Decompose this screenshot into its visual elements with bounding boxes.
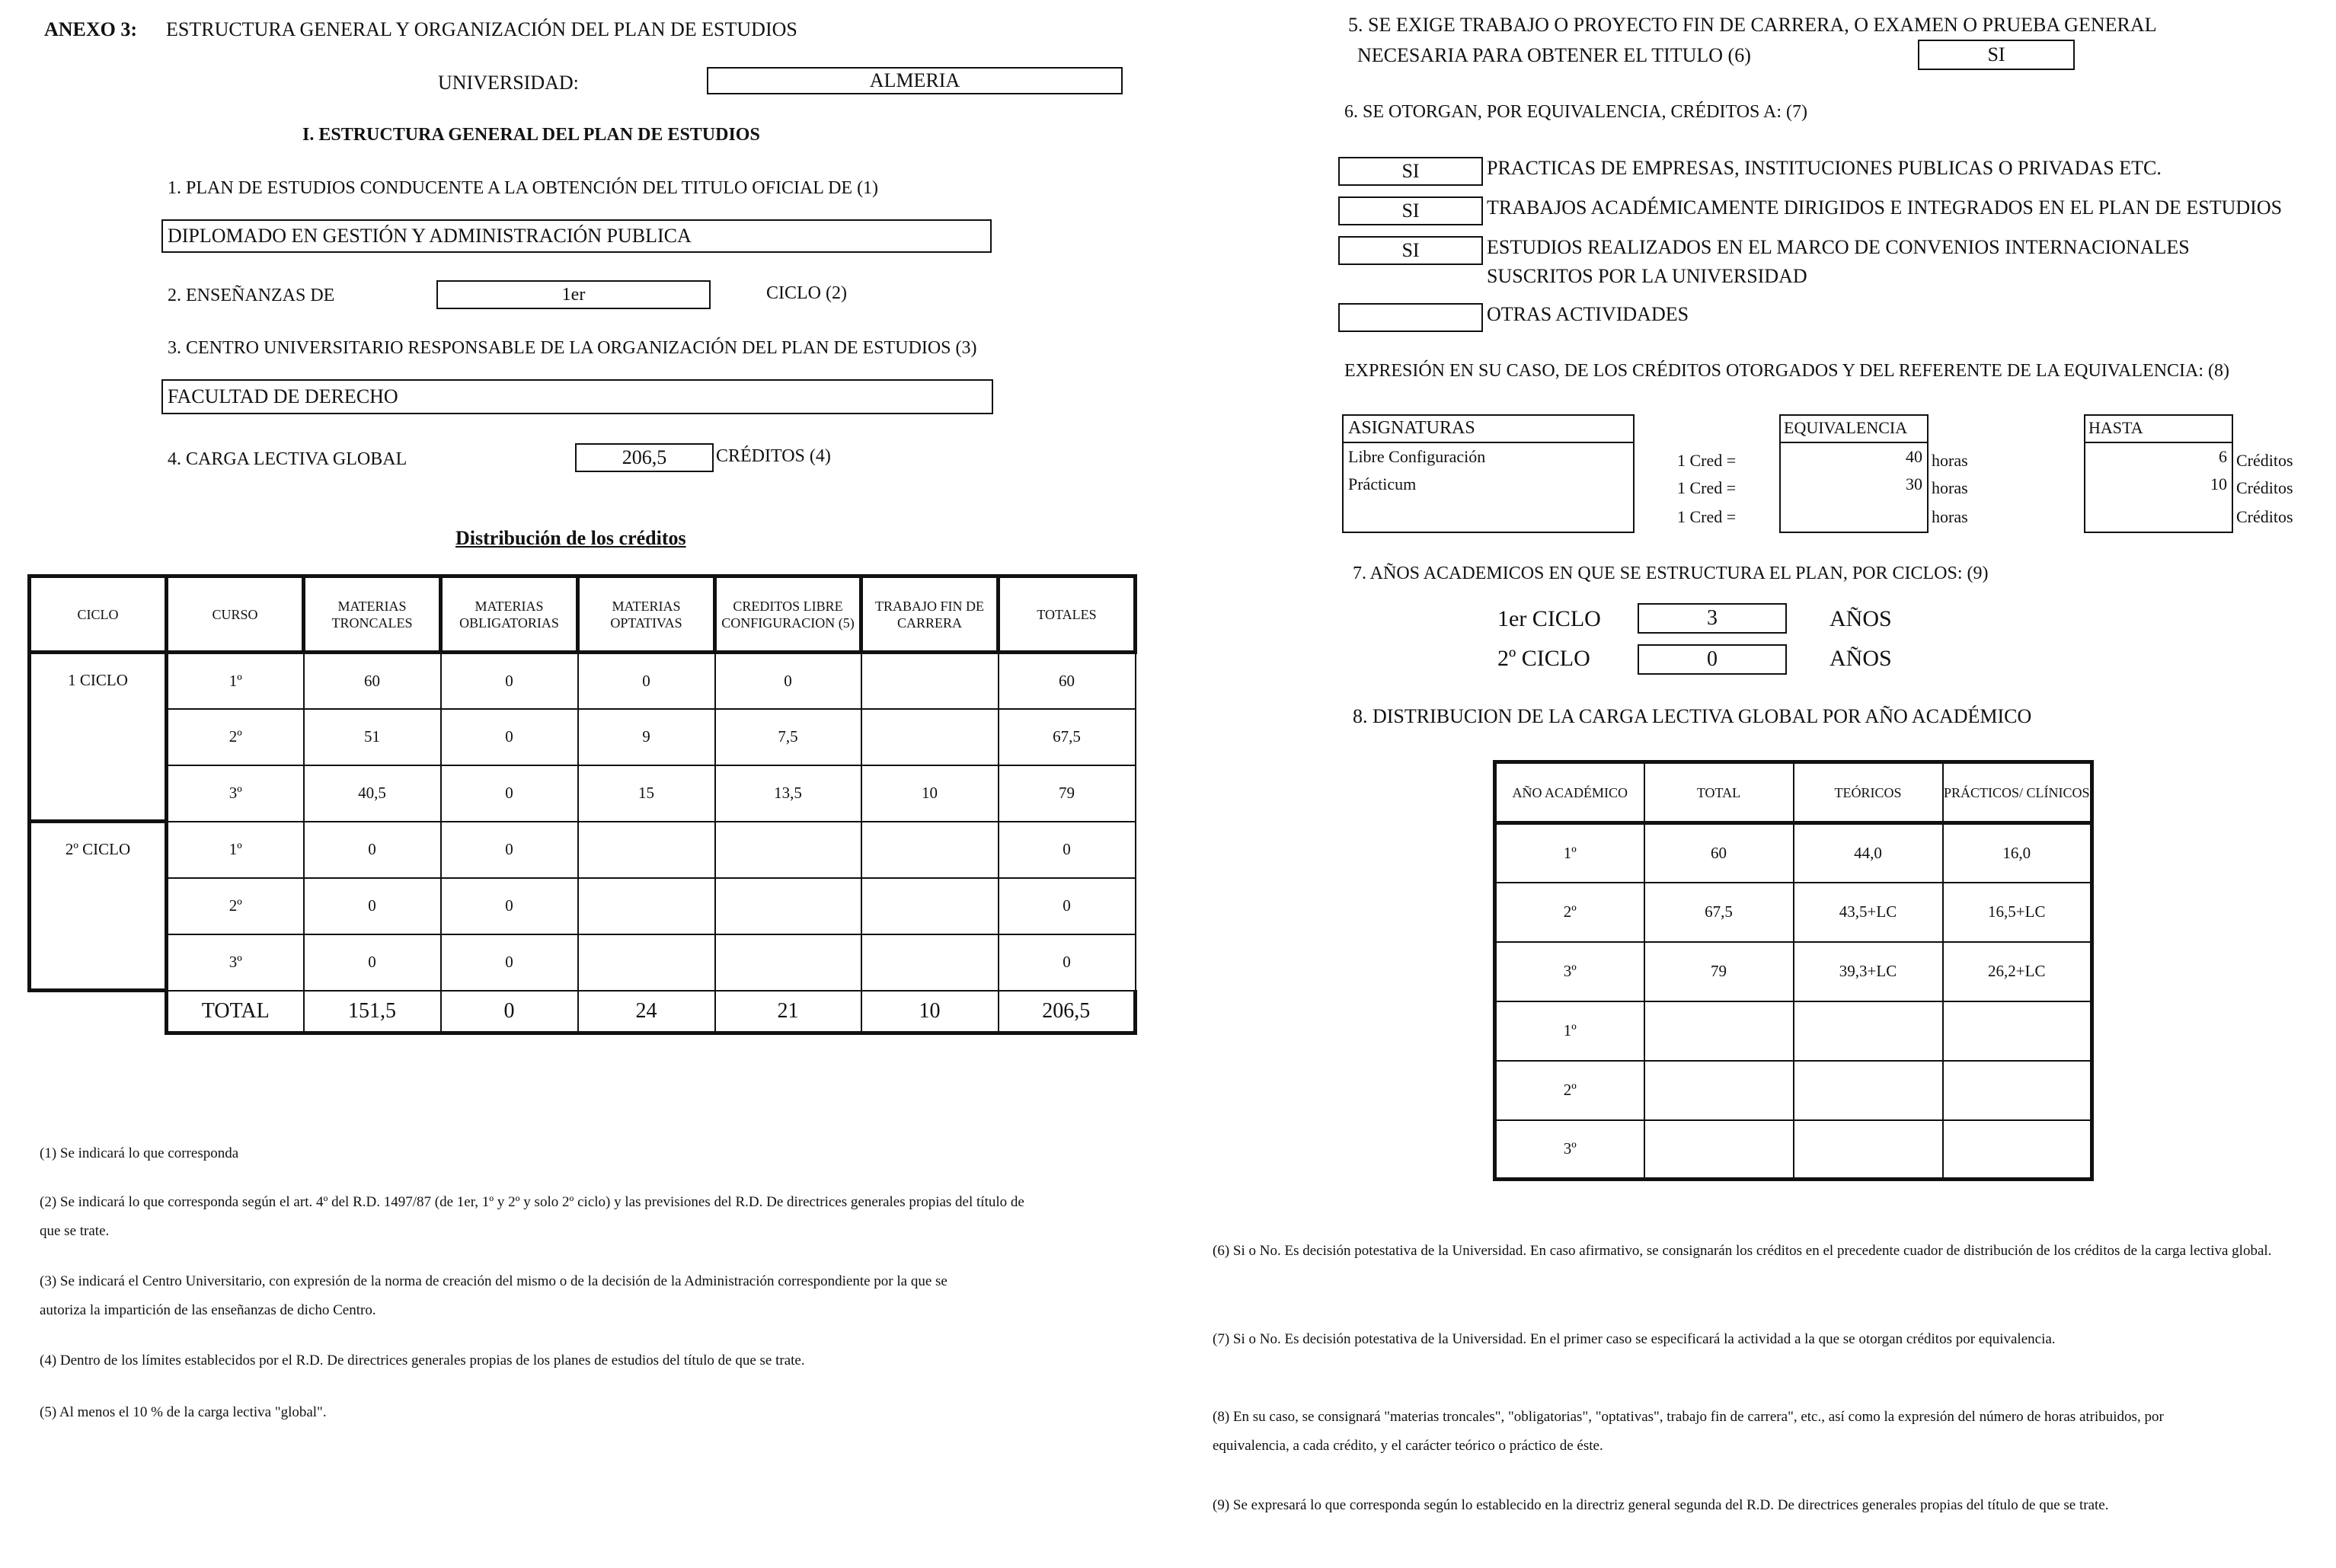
- total-cell: 10: [861, 991, 999, 1033]
- header-ciclo: CICLO: [30, 576, 167, 653]
- table-cell: 2º: [167, 878, 304, 934]
- table-cell: 0: [441, 822, 578, 878]
- header-obligatorias: MATERIAS OBLIGATORIAS: [441, 576, 578, 653]
- footnote-2: (2) Se indicará lo que corresponda según el art. 4º del R.D. 1497/87 (de 1er, 1º y 2º y solo 2º ciclo) y las previsiones del R.D. De directrices generales propias del título de que se trate.: [40, 1194, 1024, 1239]
- table-cell: 0: [999, 934, 1136, 991]
- credits-distribution-table: [27, 574, 1137, 1035]
- creditos-unit: Créditos: [2236, 478, 2293, 497]
- q6-label: 6. SE OTORGAN, POR EQUIVALENCIA, CRÉDITOS A: (7): [1344, 102, 1808, 122]
- hasta-box: [2084, 414, 2233, 533]
- q4-label: 4. CARGA LECTIVA GLOBAL: [168, 449, 407, 469]
- table-cell: [1644, 1120, 1794, 1180]
- footnote-4: (4) Dentro de los límites establecidos por el R.D. De directrices generales propias de los planes de estudios del título de que se trate.: [40, 1352, 805, 1368]
- cycle2-label: 2º CICLO: [30, 822, 167, 991]
- table-cell: [1794, 1001, 1943, 1061]
- header-libre-configuracion: CREDITOS LIBRE CONFIGURACION (5): [715, 576, 861, 653]
- equiv-text-practicas: PRACTICAS DE EMPRESAS, INSTITUCIONES PUBLICAS O PRIVADAS ETC.: [1487, 157, 2162, 179]
- equiv-text-estudios: ESTUDIOS REALIZADOS EN EL MARCO DE CONVENIOS INTERNACIONALES: [1487, 236, 2190, 258]
- annex-title: ESTRUCTURA GENERAL Y ORGANIZACIÓN DEL PLAN DE ESTUDIOS: [166, 18, 797, 40]
- footnote-1: (1) Se indicará lo que corresponda: [40, 1145, 239, 1161]
- equiv-text-trabajos: TRABAJOS ACADÉMICAMENTE DIRIGIDOS E INTEGRADOS EN EL PLAN DE ESTUDIOS: [1487, 196, 2283, 219]
- table-cell: 1º: [1495, 1001, 1644, 1061]
- equiv-field-otras[interactable]: [1338, 303, 1483, 332]
- table-cell: 60: [304, 653, 441, 709]
- creditos-unit: Créditos: [2236, 451, 2293, 470]
- table-cell: 40,5: [304, 765, 441, 822]
- table-cell: 0: [999, 822, 1136, 878]
- q8-label: 8. DISTRIBUCION DE LA CARGA LECTIVA GLOBAL POR AÑO ACADÉMICO: [1353, 705, 2032, 727]
- header-curso: CURSO: [167, 576, 304, 653]
- table-row: [30, 822, 1136, 878]
- distribution-title: Distribución de los créditos: [455, 527, 686, 549]
- q7-label: 7. AÑOS ACADEMICOS EN QUE SE ESTRUCTURA EL PLAN, POR CICLOS: (9): [1353, 564, 1989, 583]
- table-cell: 79: [1644, 942, 1794, 1001]
- q5-line2: NECESARIA PARA OBTENER EL TITULO (6): [1357, 44, 1751, 66]
- table-cell: 0: [578, 653, 715, 709]
- footnote-7: (7) Si o No. Es decisión potestativa de la Universidad. En el primer caso se especificará la actividad a la que se otorgan créditos por equivalencia.: [1213, 1331, 2056, 1347]
- hours-unit: horas: [1932, 451, 1968, 470]
- table-row: [30, 765, 1136, 822]
- equivalencia-hours: 30: [1906, 474, 1922, 493]
- table-cell: [715, 934, 861, 991]
- table-cell: 15: [578, 765, 715, 822]
- table-cell: 7,5: [715, 709, 861, 765]
- table-cell: 1º: [1495, 823, 1644, 883]
- table-cell: [861, 653, 999, 709]
- annex-label: ANEXO 3:: [44, 18, 138, 40]
- table-row: [1495, 1001, 2092, 1061]
- table-cell: [715, 822, 861, 878]
- header-total: TOTAL: [1644, 762, 1794, 823]
- table-cell: 2º: [1495, 1061, 1644, 1120]
- asignatura-libre: Libre Configuración: [1348, 447, 1486, 466]
- hasta-header: HASTA: [2085, 416, 2232, 443]
- total-cell: 24: [578, 991, 715, 1033]
- table-cell: 2º: [1495, 883, 1644, 942]
- table-cell: [1644, 1001, 1794, 1061]
- table-cell: 3º: [1495, 942, 1644, 1001]
- footnote-8: (8) En su caso, se consignará "materias troncales", "obligatorias", "optativas", trabajo fin de carrera", etc., así como la expresión del número de horas atribuidos, por equivalencia, a cada crédito, y el carácter teórico o práctico de éste.: [1213, 1409, 2164, 1454]
- table-cell: [1943, 1120, 2092, 1180]
- equiv-text-estudios-2: SUSCRITOS POR LA UNIVERSIDAD: [1487, 265, 1807, 287]
- table-row: [1495, 1061, 2092, 1120]
- table-cell: 44,0: [1794, 823, 1943, 883]
- table-cell: 0: [304, 878, 441, 934]
- cred-label: 1 Cred =: [1677, 451, 1737, 470]
- table-cell: [578, 822, 715, 878]
- equiv-field-estudios[interactable]: SI: [1338, 236, 1483, 265]
- table-cell: 3º: [167, 765, 304, 822]
- table-cell: 16,0: [1943, 823, 2092, 883]
- table-cell: 1º: [167, 822, 304, 878]
- equivalencia-hours: 40: [1906, 447, 1922, 466]
- table-cell: 0: [304, 822, 441, 878]
- table-cell: 0: [441, 709, 578, 765]
- table-cell: [861, 878, 999, 934]
- university-field[interactable]: ALMERIA: [707, 67, 1123, 94]
- cycle-field[interactable]: 1er: [436, 280, 711, 309]
- footnote-5: (5) Al menos el 10 % de la carga lectiva "global".: [40, 1404, 327, 1420]
- table-cell: [1943, 1001, 2092, 1061]
- header-troncales: MATERIAS TRONCALES: [304, 576, 441, 653]
- table-cell: 0: [441, 765, 578, 822]
- table-cell: [578, 934, 715, 991]
- degree-title-field[interactable]: DIPLOMADO EN GESTIÓN Y ADMINISTRACIÓN PUBLICA: [161, 219, 992, 253]
- global-load-field[interactable]: 206,5: [575, 443, 714, 472]
- table-cell: 2º: [167, 709, 304, 765]
- table-cell: [1794, 1061, 1943, 1120]
- table-cell: [1794, 1120, 1943, 1180]
- equivalencia-header: EQUIVALENCIA: [1781, 416, 1927, 443]
- section1-title: I. ESTRUCTURA GENERAL DEL PLAN DE ESTUDIOS: [302, 125, 760, 145]
- header-trabajo-fin: TRABAJO FIN DE CARRERA: [861, 576, 999, 653]
- university-label: UNIVERSIDAD:: [438, 72, 579, 94]
- table-row: [30, 653, 1136, 709]
- cred-label: 1 Cred =: [1677, 507, 1737, 526]
- header-ano-academico: AÑO ACADÉMICO: [1495, 762, 1644, 823]
- table-row: [1495, 942, 2092, 1001]
- hasta-value: 10: [2210, 474, 2227, 493]
- table-cell: 16,5+LC: [1943, 883, 2092, 942]
- table-cell: [1644, 1061, 1794, 1120]
- table-header-row: [30, 576, 1136, 653]
- cycle2-years-field[interactable]: 0: [1638, 644, 1787, 675]
- table-cell: 51: [304, 709, 441, 765]
- table-cell: 0: [441, 653, 578, 709]
- q4-suffix: CRÉDITOS (4): [716, 446, 831, 466]
- hasta-value: 6: [2219, 447, 2227, 466]
- hours-unit: horas: [1932, 507, 1968, 526]
- table-cell: 0: [441, 878, 578, 934]
- table-header-row: [1495, 762, 2092, 823]
- equiv-field-trabajos[interactable]: SI: [1338, 196, 1483, 225]
- equiv-field-practicas[interactable]: SI: [1338, 157, 1483, 186]
- cycle1-years-field[interactable]: 3: [1638, 603, 1787, 634]
- table-cell: 3º: [167, 934, 304, 991]
- total-cell: 0: [441, 991, 578, 1033]
- asignaturas-box: [1342, 414, 1635, 533]
- table-cell: 67,5: [999, 709, 1136, 765]
- expression-label: EXPRESIÓN EN SU CASO, DE LOS CRÉDITOS OTORGADOS Y DEL REFERENTE DE LA EQUIVALENCIA: (8): [1344, 361, 2230, 381]
- equivalencia-box: [1779, 414, 1929, 533]
- table-cell: 13,5: [715, 765, 861, 822]
- table-cell: 67,5: [1644, 883, 1794, 942]
- footnote-6: (6) Si o No. Es decisión potestativa de la Universidad. En caso afirmativo, se consignarán los créditos en el precedente cuador de distribución de los créditos de la carga lectiva global.: [1213, 1243, 2272, 1259]
- table-cell: 26,2+LC: [1943, 942, 2092, 1001]
- table-row: [30, 934, 1136, 991]
- header-totales: TOTALES: [999, 576, 1136, 653]
- footnote-9: (9) Se expresará lo que corresponda según lo establecido en la directriz general segunda del R.D. De directrices generales propias del título de que se trate.: [1213, 1497, 2109, 1513]
- cycle2-years-label: 2º CICLO: [1497, 646, 1590, 671]
- table-row: [30, 709, 1136, 765]
- table-cell: 9: [578, 709, 715, 765]
- header-optativas: MATERIAS OPTATIVAS: [578, 576, 715, 653]
- table-cell: 0: [304, 934, 441, 991]
- table-cell: [861, 709, 999, 765]
- total-cell: 206,5: [999, 991, 1136, 1033]
- total-cell: 151,5: [304, 991, 441, 1033]
- q5-line1: 5. SE EXIGE TRABAJO O PROYECTO FIN DE CARRERA, O EXAMEN O PRUEBA GENERAL: [1348, 14, 2157, 36]
- creditos-unit: Créditos: [2236, 507, 2293, 526]
- table-cell: [1943, 1061, 2092, 1120]
- table-row: [1495, 823, 2092, 883]
- table-row: [1495, 883, 2092, 942]
- table-cell: [861, 934, 999, 991]
- table-row: [1495, 1120, 2092, 1180]
- cycle1-label: 1 CICLO: [30, 653, 167, 822]
- header-teoricos: TEÓRICOS: [1794, 762, 1943, 823]
- table-cell: 43,5+LC: [1794, 883, 1943, 942]
- table-cell: 10: [861, 765, 999, 822]
- total-label: TOTAL: [167, 991, 304, 1033]
- table-cell: 0: [715, 653, 861, 709]
- total-cell: 21: [715, 991, 861, 1033]
- q3-label: 3. CENTRO UNIVERSITARIO RESPONSABLE DE LA ORGANIZACIÓN DEL PLAN DE ESTUDIOS (3): [168, 338, 977, 358]
- q1-label: 1. PLAN DE ESTUDIOS CONDUCENTE A LA OBTENCIÓN DEL TITULO OFICIAL DE (1): [168, 178, 879, 198]
- table-cell: [578, 878, 715, 934]
- asignatura-practicum: Prácticum: [1348, 474, 1417, 493]
- header-practicos: PRÁCTICOS/ CLÍNICOS: [1943, 762, 2092, 823]
- cycle1-years-label: 1er CICLO: [1497, 606, 1601, 631]
- empty-cell: [30, 991, 167, 1033]
- table-cell: 79: [999, 765, 1136, 822]
- footnote-3: (3) Se indicará el Centro Universitario, con expresión de la norma de creación del mismo o de la decisión de la Administración correspondiente por la que se autoriza la impartición de las enseñanzas de dicho Centro.: [40, 1273, 948, 1318]
- total-row: [30, 991, 1136, 1033]
- asignaturas-header: ASIGNATURAS: [1344, 416, 1633, 443]
- table-cell: 3º: [1495, 1120, 1644, 1180]
- q2-label: 2. ENSEÑANZAS DE: [168, 286, 335, 305]
- table-cell: 60: [999, 653, 1136, 709]
- q2-suffix: CICLO (2): [766, 283, 847, 303]
- table-row: [30, 878, 1136, 934]
- equiv-text-otras: OTRAS ACTIVIDADES: [1487, 303, 1689, 325]
- table-cell: [715, 878, 861, 934]
- cycle1-years-unit: AÑOS: [1829, 606, 1892, 631]
- table-cell: 39,3+LC: [1794, 942, 1943, 1001]
- table-cell: [861, 822, 999, 878]
- table-cell: 0: [441, 934, 578, 991]
- final-project-field[interactable]: SI: [1918, 40, 2075, 70]
- table-cell: 1º: [167, 653, 304, 709]
- table-cell: 60: [1644, 823, 1794, 883]
- hours-unit: horas: [1932, 478, 1968, 497]
- center-field[interactable]: FACULTAD DE DERECHO: [161, 379, 993, 414]
- cycle2-years-unit: AÑOS: [1829, 646, 1892, 671]
- table-cell: 0: [999, 878, 1136, 934]
- cred-label: 1 Cred =: [1677, 478, 1737, 497]
- academic-year-table: [1493, 760, 2094, 1181]
